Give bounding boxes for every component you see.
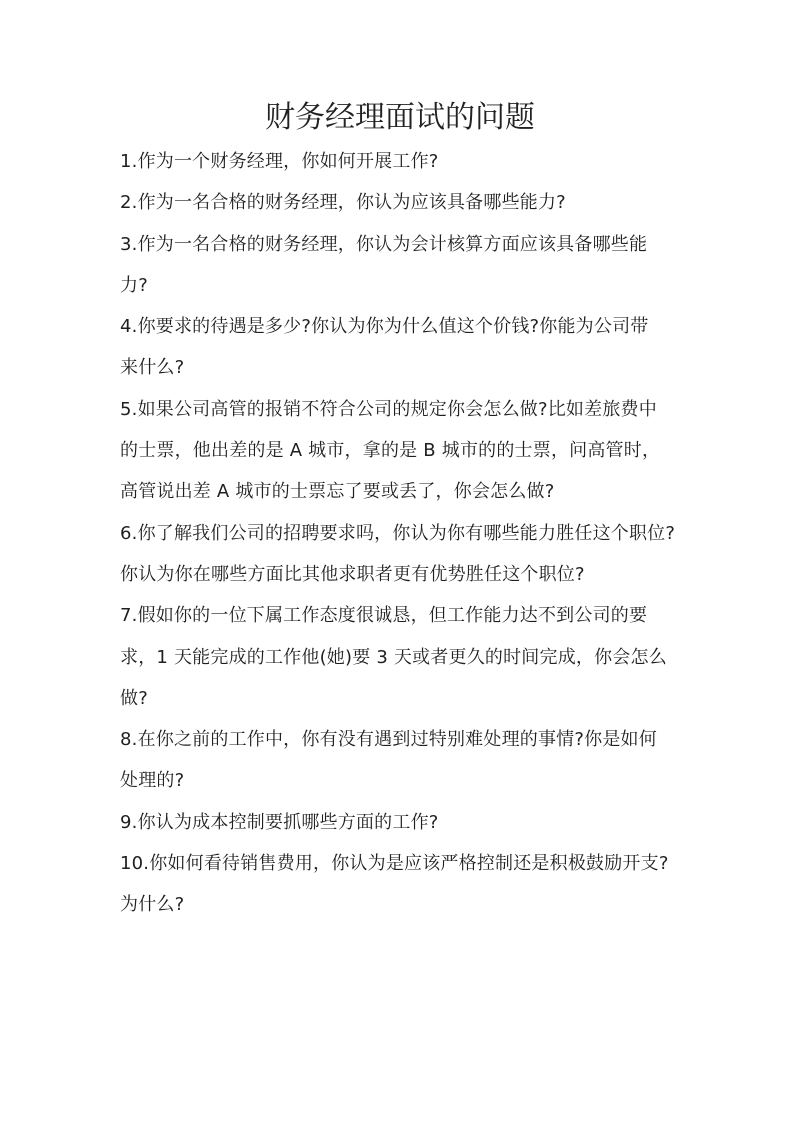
question-line: 来什么? — [120, 357, 185, 379]
question-line: 处理的? — [120, 770, 185, 792]
question-line: 6.你了解我们公司的招聘要求吗，你认为你有哪些能力胜任这个职位? — [120, 522, 676, 544]
question-item-3 — [120, 224, 700, 307]
question-line: 1.作为一个财务经理，你如何开展工作? — [120, 151, 439, 172]
question-list — [120, 141, 700, 926]
question-line: 9.你认为成本控制要抓哪些方面的工作? — [120, 811, 439, 833]
page-title: 财务经理面试的问题 — [265, 100, 535, 135]
question-line: 2.作为一名合格的财务经理，你认为应该具备哪些能力? — [120, 192, 566, 214]
question-item-5 — [120, 389, 700, 513]
question-item-10 — [120, 843, 700, 926]
question-line: 力? — [120, 274, 148, 296]
question-line: 8.在你之前的工作中，你有没有遇到过特别难处理的事情?你是如何 — [120, 729, 657, 751]
question-item-7 — [120, 595, 700, 719]
question-line: 你认为你在哪些方面比其他求职者更有优势胜任这个职位? — [120, 563, 585, 585]
question-line: 5.如果公司高管的报销不符合公司的规定你会怎么做?比如差旅费中 — [120, 398, 657, 420]
question-item-9 — [120, 802, 700, 843]
question-item-4 — [120, 306, 700, 389]
question-line: 做? — [120, 687, 148, 709]
question-item-6 — [120, 513, 700, 596]
question-line: 高管说出差 A 城市的士票忘了要或丢了，你会怎么做? — [120, 481, 555, 503]
question-line: 的士票，他出差的是 A 城市，拿的是 B 城市的的士票，问高管时， — [120, 440, 661, 462]
question-item-2 — [120, 182, 700, 223]
question-line: 10.你如何看待销售费用，你认为是应该严格控制还是积极鼓励开支? — [120, 853, 669, 875]
question-item-1 — [120, 141, 700, 182]
question-line: 4.你要求的待遇是多少?你认为你为什么值这个价钱?你能为公司带 — [120, 316, 649, 338]
question-line: 7.假如你的一位下属工作态度很诚恳，但工作能力达不到公司的要 — [120, 605, 648, 627]
question-line: 为什么? — [120, 894, 185, 916]
question-line: 求，1 天能完成的工作他(她)要 3 天或者更久的时间完成，你会怎么 — [120, 646, 667, 668]
question-item-8 — [120, 719, 700, 802]
question-line: 3.作为一名合格的财务经理，你认为会计核算方面应该具备哪些能 — [120, 233, 648, 255]
